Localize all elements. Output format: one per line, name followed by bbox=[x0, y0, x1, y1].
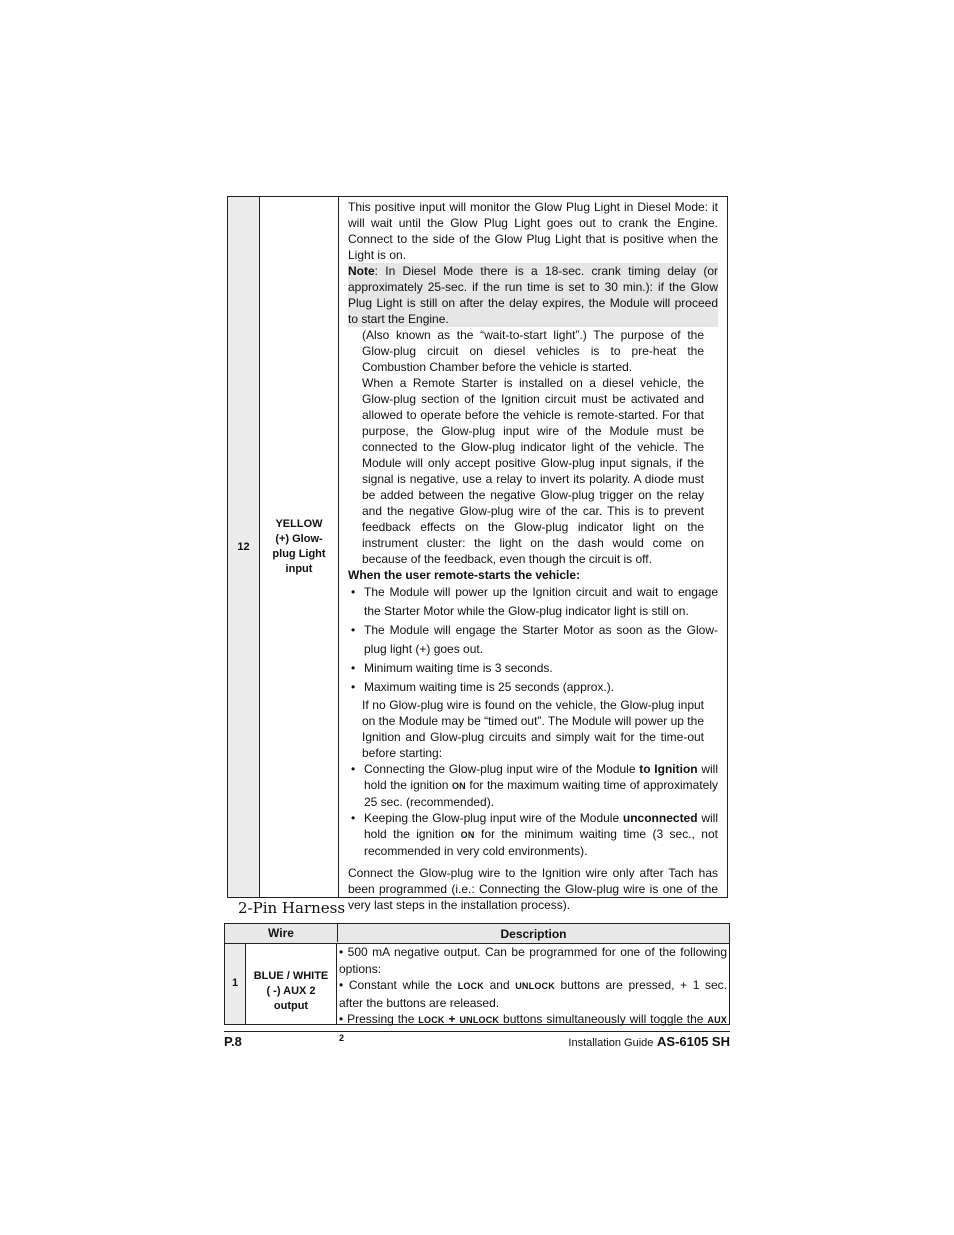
install-paragraph: When a Remote Starter is installed on a diesel vehicle, the Glow-plug section of the Ignition circuit must be activated and allowed to operate before the vehicle is remote-started. For that purpose, the Glow-plug input wire of the Module must be connected to the Glow-plug indicator light of the vehicle. The Module will only accept positive Glow-plug input signals, if the signal is negative, use a relay to invert its polarity. A diode must be added between the negative Glow-plug trigger on the relay and the negative Glow-plug wire of the car. This is to prevent feedback effects on the Glow-plug indicator light on the instrument cluster: the light on the dash would come on because of the feedback, even though the circuit is off. bbox=[362, 376, 704, 566]
bullet-text: will hold the ignition bbox=[364, 762, 719, 792]
note-label: Note bbox=[348, 264, 375, 278]
wire-name-cell bbox=[246, 944, 337, 1024]
model-label: AS-6105 SH bbox=[657, 1034, 730, 1049]
lock-keyword: LOCK bbox=[457, 981, 484, 991]
unlock-keyword: UNLOCK bbox=[515, 981, 555, 991]
description-text: buttons are pressed, + 1 sec. after the buttons are released. bbox=[339, 978, 727, 1010]
wire-number-cell bbox=[228, 197, 260, 897]
bullet-text: for the minimum waiting time (3 sec., not recommended in very cold environments). bbox=[364, 827, 718, 858]
header-wire: Wire bbox=[268, 926, 294, 940]
bullet-item: • The Module will engage the Starter Motor as soon as the Glow-plug light (+) goes out. bbox=[348, 621, 718, 659]
description-text: buttons simultaneously will toggle the bbox=[499, 1012, 708, 1026]
connect-paragraph: Connect the Glow-plug wire to the Ignition wire only after Tach has been programmed (i.e.: Connecting the Glow-plug wire is one of the very last steps in the installation process). bbox=[348, 866, 718, 912]
bullet-item: • Maximum waiting time is 25 seconds (approx.). bbox=[348, 678, 718, 697]
wire-name-line: ( -) AUX 2 output bbox=[266, 985, 316, 1012]
bullet-text: for the maximum waiting time of approximately 25 sec. (recommended). bbox=[364, 778, 718, 809]
section-heading: 2-Pin Harness bbox=[238, 899, 346, 917]
bullet-text: Connecting the Glow-plug input wire of the Module bbox=[364, 762, 640, 776]
description-item: • 500 mA negative output. Can be programmed for one of the following options: bbox=[339, 945, 727, 976]
wire-name bbox=[264, 517, 334, 577]
no-glowplug-paragraph: If no Glow-plug wire is found on the vehicle, the Glow-plug input on the Module may be “timed out”. The Module will power up the Ignition and Glow-plug circuits and simply wait for the time-out before starting: bbox=[362, 698, 704, 760]
on-keyword: ON bbox=[451, 781, 466, 791]
timeout-bullets bbox=[348, 761, 718, 859]
remote-start-bullets bbox=[348, 583, 718, 697]
description-text: Constant while the bbox=[348, 978, 458, 992]
description-item: • Pressing the LOCK + UNLOCK buttons simultaneously will toggle the AUX 2 bbox=[339, 1012, 727, 1043]
footer-title bbox=[568, 1034, 730, 1049]
wire-name-line: (+) Glow- bbox=[275, 533, 323, 545]
description-text: 500 mA negative output. Can be programmed for one of the following options: bbox=[339, 945, 727, 976]
unlock-keyword: UNLOCK bbox=[459, 1015, 500, 1025]
bullet-text: will hold the ignition bbox=[364, 811, 718, 841]
note-text: : In Diesel Mode there is a 18-sec. crank timing delay (or approximately 25-sec. if the run time is set to 30 min.): if the Glow Plug Light is still on after the delay expires, the Module will proceed to start the Engine. bbox=[348, 264, 718, 326]
wire-name bbox=[248, 969, 334, 1014]
description-item: • Constant while the LOCK and UNLOCK buttons are pressed, + 1 sec. after the buttons are released. bbox=[339, 978, 727, 1010]
lock-keyword: LOCK bbox=[418, 1015, 445, 1025]
footer-rule bbox=[224, 1031, 730, 1032]
when-heading: When the user remote-starts the vehicle: bbox=[348, 568, 581, 582]
header-description: Description bbox=[337, 924, 729, 942]
plus-sign: + bbox=[444, 1012, 460, 1026]
wire-number: 12 bbox=[237, 541, 250, 553]
aka-paragraph: (Also known as the “wait-to-start light”.) The purpose of the Glow-plug circuit on diesel vehicles is to pre-heat the Combustion Chamber before the vehicle is started. bbox=[362, 328, 704, 374]
description-text: Pressing the bbox=[347, 1012, 419, 1026]
wire-name-line: BLUE / WHITE bbox=[253, 970, 329, 982]
wire-number: 1 bbox=[225, 944, 246, 1024]
description-text: and bbox=[484, 978, 516, 992]
bullet-text: Keeping the Glow-plug input wire of the Module bbox=[364, 811, 623, 825]
guide-label: Installation Guide bbox=[568, 1037, 654, 1049]
page-number: P.8 bbox=[224, 1034, 242, 1049]
note-paragraph bbox=[348, 263, 718, 327]
wire-name-line: plug Light bbox=[272, 548, 326, 560]
wire-name-line: YELLOW bbox=[275, 518, 323, 530]
wire-description-cell bbox=[339, 197, 727, 912]
aux-keyword: AUX 2 bbox=[339, 1015, 727, 1043]
bullet-item: • The Module will power up the Ignition circuit and wait to engage the Starter Motor while the Glow-plug indicator light is still on. bbox=[348, 583, 718, 621]
wire-name-cell bbox=[260, 197, 339, 897]
on-keyword: ON bbox=[460, 830, 475, 840]
table-header-row bbox=[225, 924, 729, 944]
intro-paragraph: This positive input will monitor the Glow Plug Light in Diesel Mode: it will wait until the Glow Plug Light goes out to crank the Engine. Connect to the side of the Glow Plug Light that is positive when the Light is on. bbox=[348, 200, 718, 262]
bullet-item bbox=[348, 810, 718, 859]
wire-name-line: input bbox=[285, 563, 313, 575]
bullet-emphasis: to Ignition bbox=[639, 762, 698, 776]
bullet-item: • Minimum waiting time is 3 seconds. bbox=[348, 659, 718, 678]
bullet-emphasis: unconnected bbox=[622, 811, 698, 825]
bullet-item bbox=[348, 761, 718, 810]
